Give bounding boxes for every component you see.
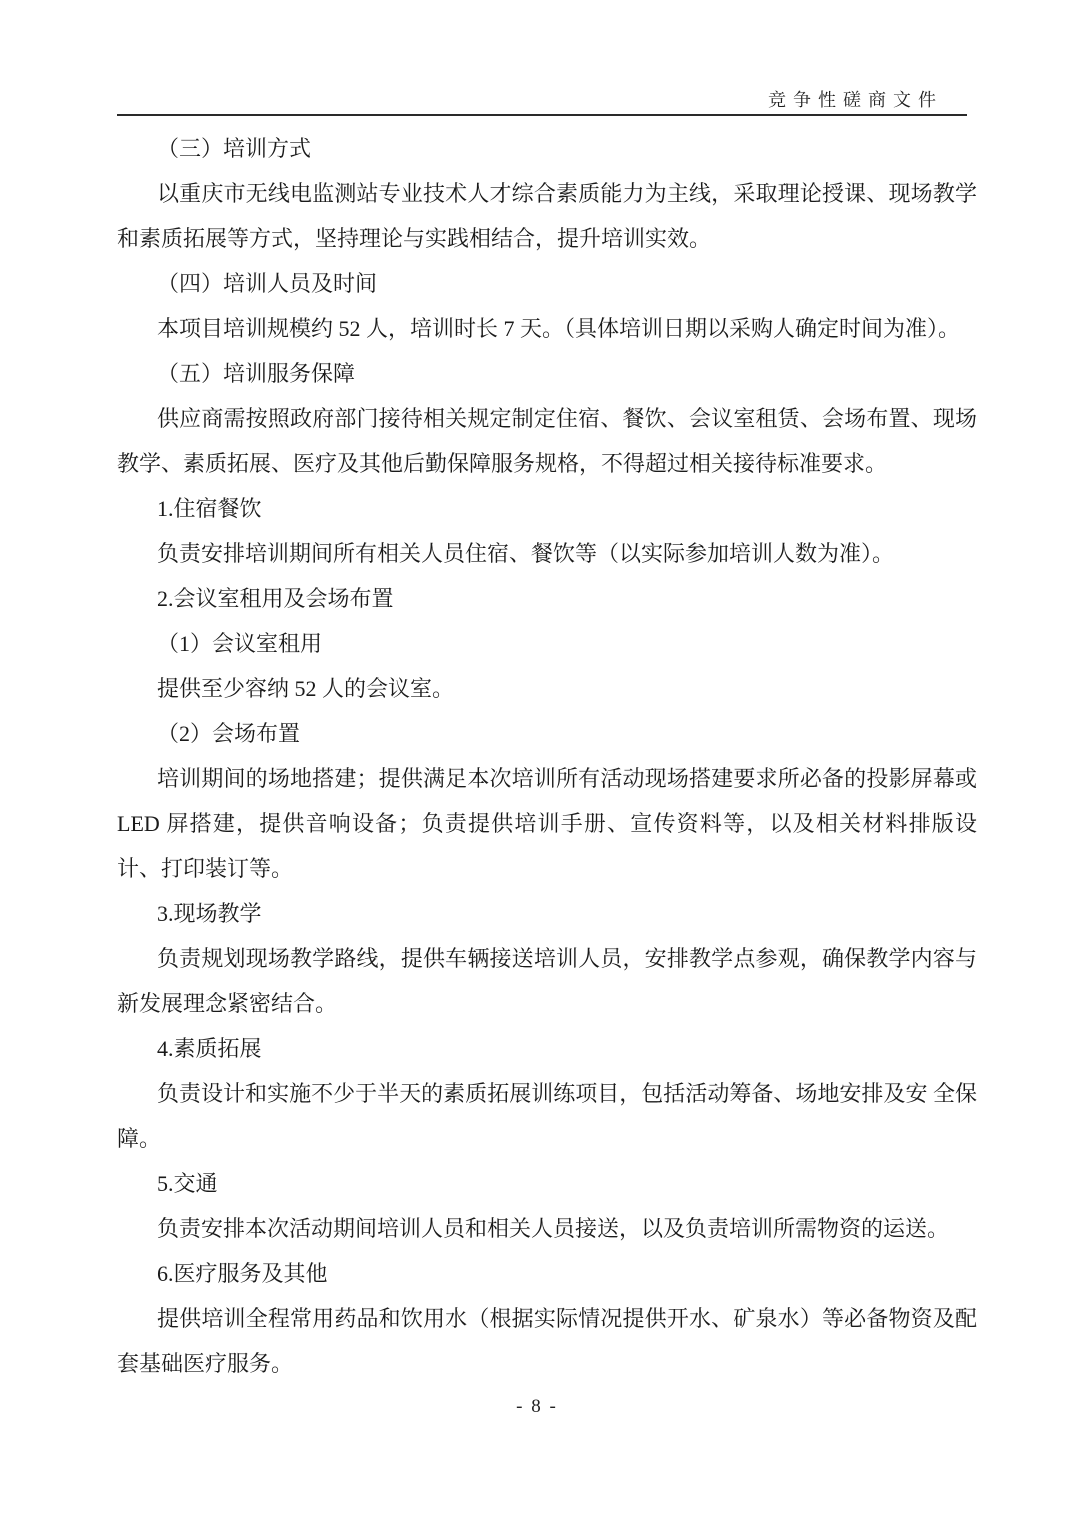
body-paragraph: 负责安排本次活动期间培训人员和相关人员接送，以及负责培训所需物资的运送。: [157, 1216, 950, 1241]
body-paragraph: 提供至少容纳 52 人的会议室。: [157, 676, 455, 701]
list-item-heading: 3.现场教学: [157, 901, 262, 926]
section-heading: （三）培训方式: [157, 136, 312, 161]
list-item-heading: 1.住宿餐饮: [157, 496, 262, 521]
list-item-heading: 5.交通: [157, 1171, 218, 1196]
page-number: - 8 -: [516, 1396, 558, 1417]
body-paragraph: 供应商需按照政府部门接待相关规定制定住宿、餐饮、会议室租赁、会场布置、现场教学、素质拓展、医疗及其他后勤保障服务规格，不得超过相关接待标准要求。: [117, 406, 977, 476]
body-paragraph: 提供培训全程常用药品和饮用水（根据实际情况提供开水、矿泉水）等必备物资及配套基础医疗服务。: [117, 1306, 977, 1376]
body-paragraph: 负责规划现场教学路线，提供车辆接送培训人员，安排教学点参观，确保教学内容与新发展理念紧密结合。: [117, 946, 977, 1016]
body-paragraph: 负责安排培训期间所有相关人员住宿、餐饮等（以实际参加培训人数为准）。: [157, 541, 895, 566]
header-rule: [117, 114, 967, 116]
sub-item-heading: （1）会议室租用: [157, 631, 323, 656]
sub-item-heading: （2）会场布置: [157, 721, 301, 746]
body-paragraph: 培训期间的场地搭建；提供满足本次培训所有活动现场搭建要求所必备的投影屏幕或 LED 屏搭建，提供音响设备；负责提供培训手册、宣传资料等，以及相关材料排版设计、打印装订等。: [117, 766, 977, 881]
page-header-title: 竞争性磋商文件: [768, 90, 943, 110]
body-paragraph: 以重庆市无线电监测站专业技术人才综合素质能力为主线，采取理论授课、现场教学和素质拓展等方式，坚持理论与实践相结合，提升培训实效。: [117, 181, 977, 251]
list-item-heading: 4.素质拓展: [157, 1036, 262, 1061]
list-item-heading: 6.医疗服务及其他: [157, 1261, 328, 1286]
body-paragraph: 本项目培训规模约 52 人，培训时长 7 天。（具体培训日期以采购人确定时间为准）。: [157, 316, 961, 341]
document-body: [117, 126, 977, 1386]
section-heading: （五）培训服务保障: [157, 361, 356, 386]
section-heading: （四）培训人员及时间: [157, 271, 378, 296]
list-item-heading: 2.会议室租用及会场布置: [157, 586, 394, 611]
body-paragraph: 负责设计和实施不少于半天的素质拓展训练项目，包括活动筹备、场地安排及安 全保障。: [117, 1081, 977, 1151]
